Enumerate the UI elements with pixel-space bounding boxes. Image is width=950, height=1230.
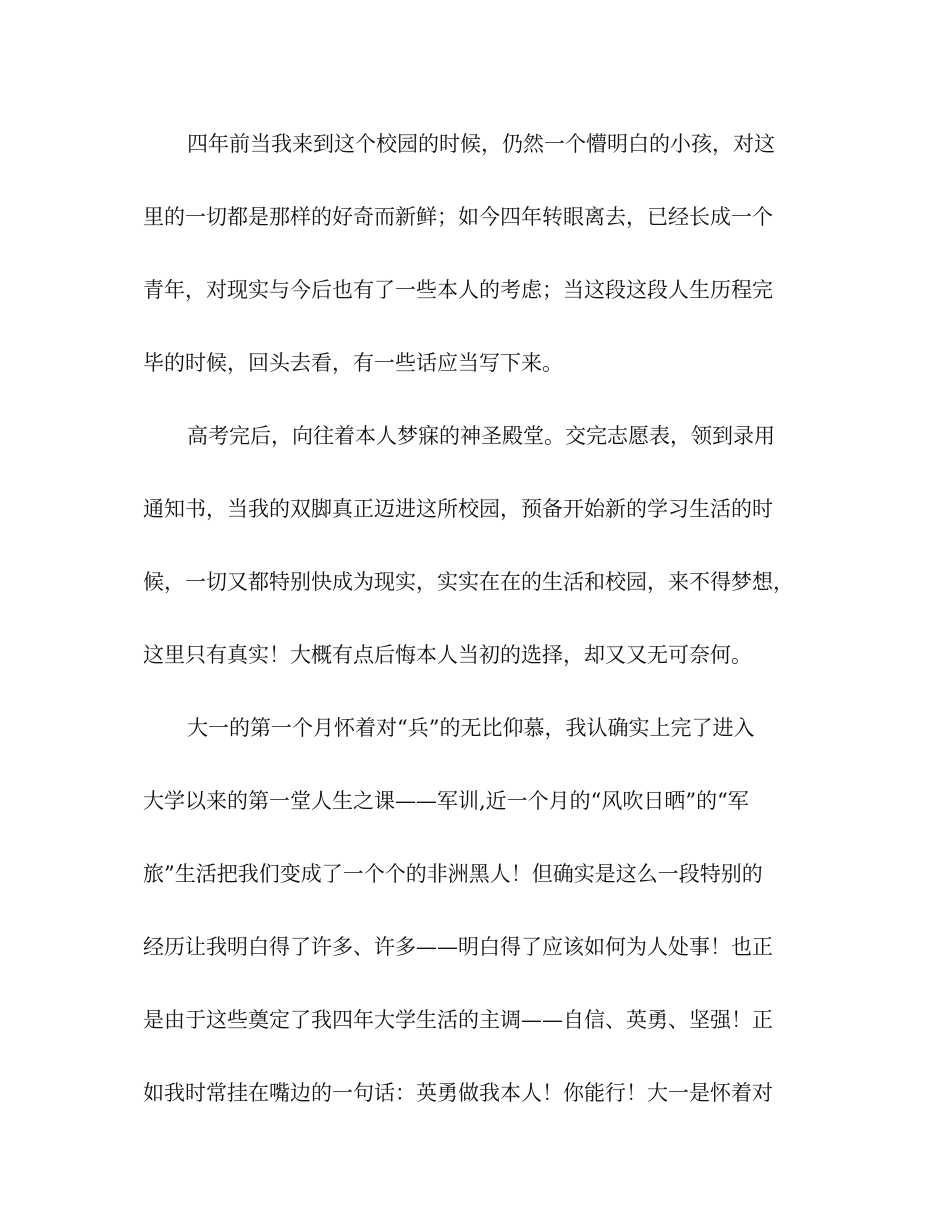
text-line: 高考完后，向往着本人梦寐的神圣殿堂。交完志愿表，领到录用 — [187, 424, 775, 448]
document-body — [143, 118, 807, 1140]
text-line: 四年前当我来到这个校园的时候，仍然一个懵明白的小孩，对这 — [187, 132, 775, 156]
text-line: 如我时常挂在嘴边的一句话：英勇做我本人！你能行！大一是怀着对 — [143, 1081, 773, 1105]
text-line: 是由于这些奠定了我四年大学生活的主调——自信、英勇、坚强！正 — [143, 1008, 773, 1032]
paragraph-2 — [143, 410, 807, 702]
paragraph-3 — [143, 702, 807, 1140]
text-line: 里的一切都是那样的好奇而新鲜；如今四年转眼离去，已经长成一个 — [143, 205, 773, 229]
text-line: 这里只有真实！大概有点后悔本人当初的选择，却又又无可奈何。 — [143, 643, 752, 667]
text-line: 青年，对现实与今后也有了一些本人的考虑；当这段这段人生历程完 — [143, 278, 773, 302]
text-line: 旅”生活把我们变成了一个个的非洲黑人！但确实是这么一段特别的 — [143, 862, 763, 886]
text-line: 大学以来的第一堂人生之课——军训,近一个月的“风吹日晒”的“军 — [143, 789, 749, 813]
text-line: 候，一切又都特别快成为现实，实实在在的生活和校园，来不得梦想， — [143, 570, 794, 594]
text-line: 大一的第一个月怀着对“兵”的无比仰慕，我认确实上完了进入 — [187, 716, 755, 740]
text-line: 经历让我明白得了许多、许多——明白得了应该如何为人处事！也正 — [143, 935, 773, 959]
text-line: 通知书，当我的双脚真正迈进这所校园，预备开始新的学习生活的时 — [143, 497, 773, 521]
paragraph-1 — [143, 118, 807, 410]
text-line: 毕的时候，回头去看，有一些话应当写下来。 — [143, 351, 563, 375]
